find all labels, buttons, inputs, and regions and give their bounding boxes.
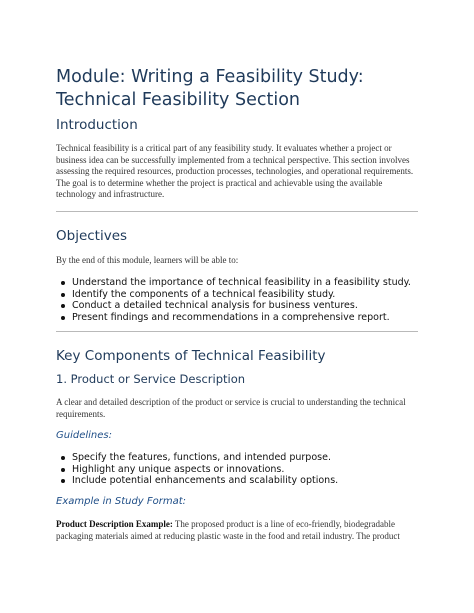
introduction-paragraph: Technical feasibility is a critical part of any feasibility study. It evaluates whether a project or business idea can be successfully implemented from a technical perspective. This section involves assessing the required resources, production processes, technologies, and operational requirements. The goal is to determine whether the project is practical and achievable using the available technology and infrastructure.	[56, 143, 414, 200]
example-paragraph	[56, 519, 418, 542]
list-item: Specify the features, functions, and intended purpose.	[56, 452, 426, 464]
list-item: Identify the components of a technical feasibility study.	[56, 289, 426, 301]
section-divider	[56, 211, 418, 212]
guidelines-list	[56, 452, 426, 487]
bullet-icon	[61, 281, 65, 285]
example-heading: Example in Study Format:	[56, 496, 187, 507]
bullet-icon	[61, 293, 65, 297]
objectives-heading: Objectives	[56, 228, 128, 244]
product-description-heading: 1. Product or Service Description	[56, 372, 246, 386]
list-item: Understand the importance of technical feasibility in a feasibility study.	[56, 277, 426, 289]
page-title: Module: Writing a Feasibility Study: Technical Feasibility Section	[56, 67, 364, 110]
list-item: Include potential enhancements and scalability options.	[56, 475, 426, 487]
bullet-icon	[61, 468, 65, 472]
example-text: The proposed product is a line of eco-friendly, biodegradable packaging materials aimed at reducing plastic waste in the food and retail industry. The product	[56, 519, 400, 541]
section-divider	[56, 331, 418, 332]
objectives-intro: By the end of this module, learners will be able to:	[56, 255, 239, 265]
introduction-heading: Introduction	[56, 117, 138, 133]
product-description-paragraph: A clear and detailed description of the product or service is crucial to understanding the technical requirements.	[56, 397, 406, 419]
list-item: Conduct a detailed technical analysis for business ventures.	[56, 300, 426, 312]
bullet-icon	[61, 316, 65, 320]
example-label: Product Description Example:	[56, 519, 173, 529]
list-item: Present findings and recommendations in a comprehensive report.	[56, 312, 426, 324]
list-item: Highlight any unique aspects or innovations.	[56, 464, 426, 476]
objectives-list	[56, 277, 426, 323]
bullet-icon	[61, 479, 65, 483]
bullet-icon	[61, 304, 65, 308]
bullet-icon	[61, 456, 65, 460]
key-components-heading: Key Components of Technical Feasibility	[56, 348, 326, 364]
guidelines-heading: Guidelines:	[56, 430, 112, 441]
